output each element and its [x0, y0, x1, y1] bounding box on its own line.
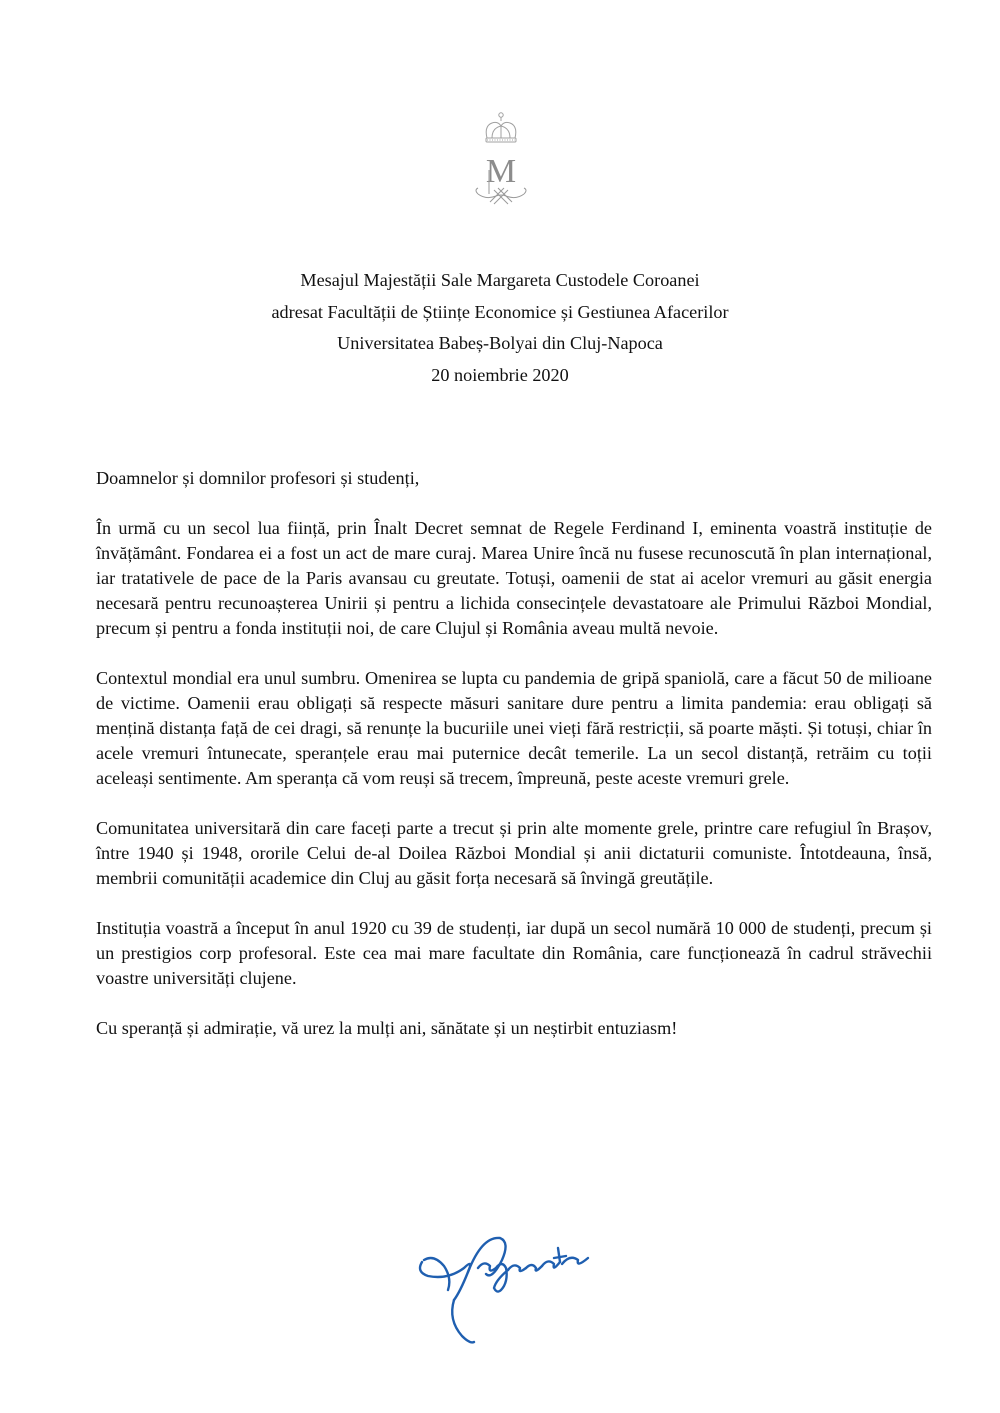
header-addressee: adresat Facultății de Științe Economice și Gestiunea Afacerilor: [271, 301, 729, 322]
closing-line: Cu speranță și admirație, vă urez la mulți ani, sănătate și un neștirbit entuziasm!: [96, 1018, 678, 1038]
royal-monogram: [456, 110, 546, 210]
salutation: Doamnelor și domnilor profesori și studenți,: [96, 468, 420, 488]
letter-header: [0, 265, 1000, 391]
header-university: Universitatea Babeș-Bolyai din Cluj-Napoca: [337, 333, 663, 353]
letter-body: [96, 466, 932, 1066]
paragraph: Instituția voastră a început în anul 1920 cu 39 de studenți, iar după un secol numără 10 000 de studenți, precum și un prestigios corp profesoral. Este cea mai mare facultate din România, care funcționează în cadrul străvechii voastre universități clujene.: [96, 918, 932, 988]
paragraph: În urmă cu un secol lua ființă, prin Înalt Decret semnat de Regele Ferdinand I, eminenta voastră instituție de învățământ. Fondarea ei a fost un act de mare curaj. Marea Unire încă nu fusese recunoscută în plan internațional, iar tratativele de pace de la Paris avansau cu greutate. Totuși, oamenii de stat ai acelor vremuri au găsit energia necesară pentru recunoașterea Unirii și pentru a lichida consecințele devastatoare ale Primului Război Mondial, precum și pentru a fonda instituții noi, de care Clujul și România aveau multă nevoie.: [96, 518, 932, 638]
signature: [408, 1208, 618, 1348]
paragraph: Contextul mondial era unul sumbru. Omenirea se lupta cu pandemia de gripă spaniolă, care a făcut 50 de milioane de victime. Oamenii erau obligați să respecte măsuri sanitare dure pentru a limita pandemia: erau obligați să mențină distanța față de cei dragi, să renunțe la bucuriile unei vieți fără restricții, să poarte măști. Și totuși, chiar în acele vremuri întunecate, speranțele erau mai puternice decât temerile. La un secol distanță, retrăim cu toții aceleași sentimente. Am speranța că vom reuși să trecem, împreună, peste aceste vremuri grele.: [96, 668, 932, 788]
paragraph: Comunitatea universitară din care faceți parte a trecut și prin alte momente grele, printre care refugiul în Brașov, între 1940 și 1948, ororile Celui de-al Doilea Război Mondial și anii dictaturii comuniste. Întotdeauna, însă, membrii comunității academice din Cluj au găsit forța necesară să învingă greutățile.: [96, 818, 932, 888]
header-title: Mesajul Majestății Sale Margareta Custodele Coroanei: [300, 270, 700, 290]
header-date: 20 noiembrie 2020: [431, 364, 569, 385]
crown-monogram-icon: [456, 110, 546, 210]
handwritten-signature-icon: [408, 1208, 618, 1348]
monogram-letter: M: [485, 153, 517, 190]
